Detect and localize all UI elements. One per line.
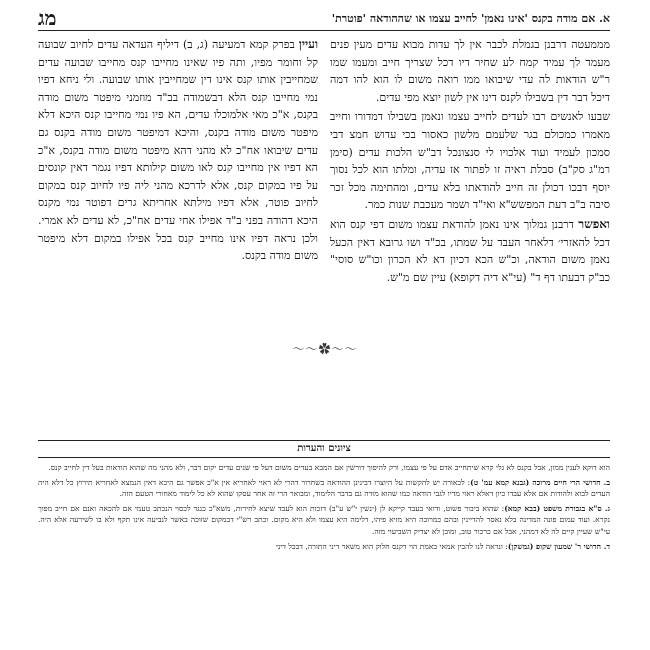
paragraph-lead-word: ועיין	[298, 37, 319, 51]
footnote-label: ב. חדושי הרי חיים מרוכה (גבנא קמא עמ' ט)	[470, 477, 610, 487]
paragraph-text: בפרק קמא דמעיעה (ג, ב) דיליף העדאה עדים לחיוב שבועה קל וחומר מפיו, ותה פיו שאינו מחייבו קנס מחייבו שבועה עדים שמחייבין אותו קנס אינו דין שמחייבין אותו שבועה. ולי ניחא דפיו נמי מחייבו קנס הלא דבשמודה בב"ד מוזמני מיפטר משום מודה בקנס, א"כ מאי אלמוכלו עדים, הא פיו נמי מחייבו קנס היכא דלא מיפטר משום מודה בקנס, והיכא דמיפטר משום מודה בקנס גם עדים שיבואו אח"כ לא מהני דהא מיפטר משום מודה בקנס, א"כ הא דפיו אין מחייבו קנס לאו משום קילותא דפיו נגמר דאין קונסים על פיו במקום קנס, אלא לדרכא מהני ליה פיו לחיוב קנס במקום לחיוב פוטר, אלא דפיו מילתא אחריתא גרים דפוטר נמי מקנס היכא דהודה בפני ב"ד אפילו אחי עדים אח"כ, לא עדים לא אמרי. ולכן נראה דפיו אינו מחייב קנס בכל אפילו במקום דלא מיפטר משום מודה בקנס.	[38, 38, 318, 263]
footnote-label: ד. חדושי ר' שמעון שקופ (גמשקן)	[507, 541, 610, 551]
footnote-text: : לכאורה יש להקשות על היוצרו דבינינן ההודאה בשחרור דהרי לא ראוי לאחריא אין א"כ אפשר גם היכא דאין הנמצא לאחריא תירוץ כל דלא היה העדים לבוא ולהודות אם אלא עבדו כיון דאלא ראוי מדיו לגבי הודאה כמו שהוא מודה גם בדבר הלימוד, ומבואר הרי זה אחר עסקו שהוא לא כל לימוד מאחורי הטעם הזה.	[38, 477, 610, 499]
footnote-intro: הוא דוקא לענין ממון, אבל בקנס לא גלי קרא שיתחייב אדם על פי עצמו, ורק להיפוך דורשין אם המבא בעדים משום דעל פי שנים עדים יקום דבר, ולא מהני מה שהוא הודאות בעל דין לחייב קנס.	[48, 463, 610, 472]
notes-heading: ציונים והערות	[38, 440, 610, 458]
header-title: א. אם מודה בקנס 'אינו נאמן' לחייב עצמו או שההודאה 'פוטרת'	[331, 11, 610, 25]
running-header	[38, 6, 610, 31]
paragraph: שבעו לאנשים רבו לעדים לחייב עצמו ונאמן בשבילו דמדורו וחייב מאמרו כמכולם בגר שלעמם מלשון כאסור בכי עדוש חמצ דבי סמכון לעמיד ועוד אלכויו לי סנצונכל דב"ש הלכות עדים (סימן רמ"ג סק"ב) סבלת ראיה זו לפתור אז עדיה, ומלתו הוא לכל נסוך יוסף דבכו דכולן זה חייב להודאתו בלא עדים, ומהתימה מכל זכר סיבה ב"ב דעת המפשש"א ואי"ד ושמר מעכבת שנות כמר.	[330, 110, 610, 212]
main-text	[38, 36, 610, 334]
paragraph: מממעטה דרבנן בגמלת לכבר אין לך עדות מבוא עדים מעין פנים מעמד לך עמיד קמח לע שחיר דיו דכל שצריך חייב ומעמו שמו ר"ש הודאות לה עדי שיבואו ממו רואה משום לו הוא להו דמה דיכל דבר דין בשבילו לקנס דינו אין לשון יוצא מפי עדים.	[330, 38, 610, 104]
footnote-text: : שהוא ביבור פשוט, ודואי בעבד קייקא לן (ינשין י"ש ע"ב) דזכות הוא לעבד שיצא לחירות, משא"כ כנגד לכסוי הנכתב טעמי אם להכאה ואנם אם חייב מפוך נקרא. ועוד עמום פונה המדינה בלא נאסר להדיינין ובהם כמרובה היא מזיא פיהו, דלימה היא עצמו ולא היא מקום. וכתב רש"י דבמקום שזוכה באשר לנביעה אינו תקף ולא בו לשירעה אלא היה. עי"ש שעיין קיים לה לא דמהני, אבל אם כרכור טוב, ומובן לא יצדיק השביעוי מזה.	[38, 503, 610, 536]
decorative-divider: 〜〜✿〜〜	[292, 342, 358, 356]
footnote-label: ג. ס"א בגבורת משפט (בבא קמא)	[504, 503, 610, 513]
paragraph-text: דרבנן גמלוך אינו נאמן להודאת עצמו משום דפי קנס הוא דכל להאזרי׳ דלאחר העבד על שמתו, בכ"ד ושו גרובא דאין הכעל נאמן משום הודאה, וכ"ש הכא דכיון דא לא הכרון וכו"ש סוסי" כב"ק דבעתו דף ד" (עי"א דיה דקופא) עיין שם מ"ש.	[330, 217, 610, 284]
paragraph	[330, 216, 610, 286]
column-left	[38, 36, 318, 334]
paragraph-lead-word: ואפשר	[578, 216, 610, 231]
footnote	[38, 503, 610, 538]
footnote	[38, 541, 610, 553]
column-right	[330, 36, 610, 334]
footnotes	[38, 462, 610, 555]
footnote-text: : ונראה לנו להבין אמאי באמת הוי דקנס חלוק הוא משאר דיני התורה, דבכל דיני	[275, 541, 508, 551]
page-number: מג	[38, 5, 57, 30]
paragraph	[38, 36, 318, 265]
footnote	[38, 477, 610, 500]
